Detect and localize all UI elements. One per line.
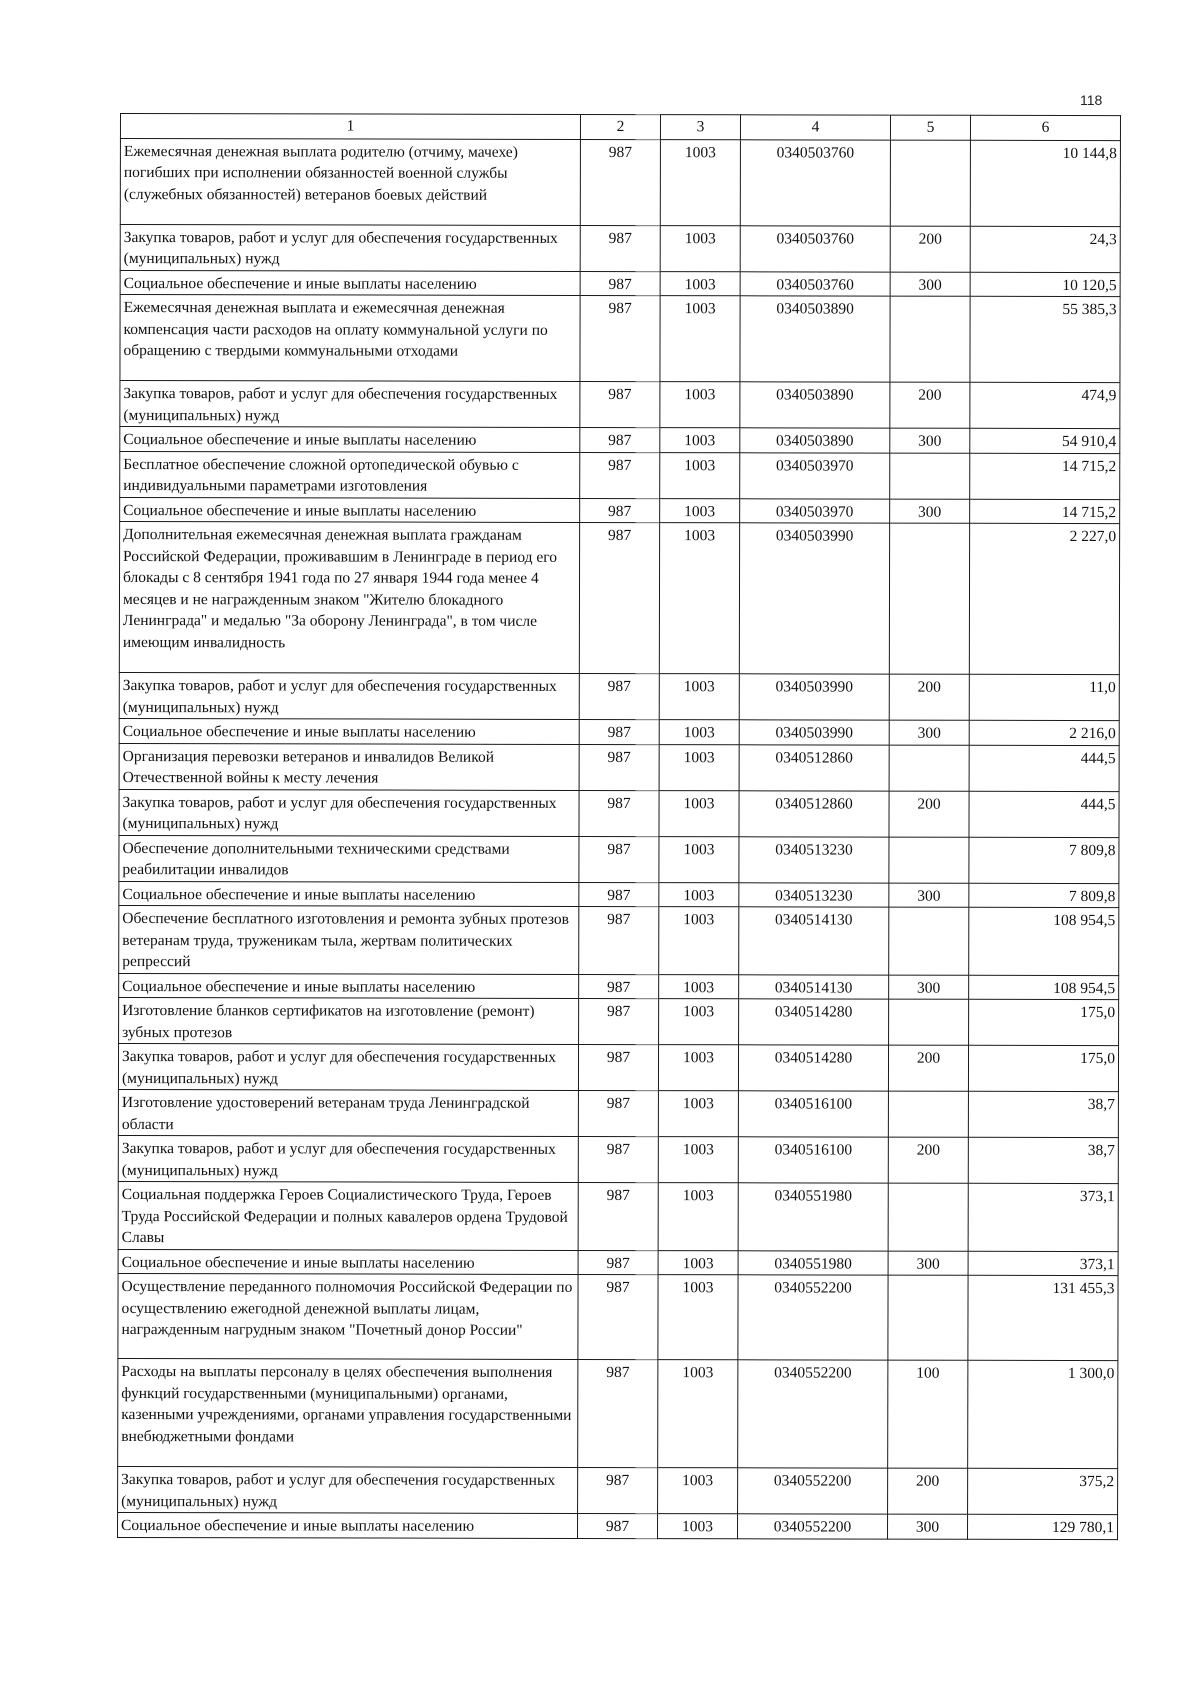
cell-section-code: 1003	[658, 1468, 738, 1514]
cell-expense-type	[889, 745, 969, 791]
table-row	[119, 789, 1119, 837]
table-row	[119, 835, 1119, 883]
cell-admin-code: 987	[580, 381, 660, 427]
cell-target-article: 0340503990	[739, 674, 889, 720]
cell-target-article: 0340513230	[739, 836, 889, 882]
table-row	[120, 427, 1120, 454]
table-row	[118, 1358, 1118, 1468]
cell-section-code: 1003	[659, 974, 739, 999]
cell-expense-type	[889, 999, 969, 1045]
cell-section-code: 1003	[658, 1514, 738, 1539]
table-row	[120, 497, 1120, 524]
cell-admin-code: 987	[578, 1044, 658, 1090]
header-col-2: 2	[580, 114, 660, 139]
cell-amount: 1 300,0	[968, 1360, 1118, 1468]
cell-description: Закупка товаров, работ и услуг для обеспечения государственных (муниципальных) нужд	[118, 1135, 578, 1182]
cell-target-article: 0340503890	[740, 382, 890, 428]
table-row	[119, 997, 1119, 1045]
cell-expense-type: 300	[889, 883, 969, 908]
cell-target-article: 0340551980	[738, 1250, 888, 1275]
cell-section-code: 1003	[659, 790, 739, 836]
table-row	[119, 881, 1119, 908]
cell-admin-code: 987	[580, 498, 660, 523]
cell-target-article: 0340516100	[738, 1091, 888, 1137]
cell-description: Социальное обеспечение и иные выплаты населению	[120, 270, 580, 295]
cell-description: Осуществление переданного полномочия Российской Федерации по осуществлению ежегодной денежной выплаты лицам, награжденным нагрудным знаком "Почетный донор России"	[118, 1273, 578, 1359]
cell-section-code: 1003	[658, 1183, 738, 1251]
cell-description: Бесплатное обеспечение сложной ортопедической обувью с индивидуальными параметрами изготовления	[120, 451, 580, 498]
cell-expense-type: 300	[889, 720, 969, 745]
table-row	[119, 743, 1119, 791]
cell-expense-type	[890, 296, 970, 382]
cell-target-article: 0340503890	[740, 296, 890, 382]
table-row	[120, 381, 1120, 429]
cell-expense-type: 100	[888, 1360, 968, 1468]
cell-admin-code: 987	[580, 295, 660, 381]
cell-description: Закупка товаров, работ и услуг для обеспечения государственных (муниципальных) нужд	[120, 224, 580, 271]
cell-description: Организация перевозки ветеранов и инвалидов Великой Отечественной войны к месту лечения	[119, 743, 579, 790]
cell-admin-code: 987	[579, 744, 659, 790]
cell-admin-code: 987	[578, 1467, 658, 1513]
cell-admin-code: 987	[580, 452, 660, 498]
header-row	[120, 114, 1120, 141]
cell-amount: 444,5	[969, 791, 1119, 837]
cell-admin-code: 987	[578, 1513, 658, 1538]
cell-amount: 14 715,2	[970, 453, 1120, 499]
cell-target-article: 0340551980	[738, 1183, 888, 1251]
cell-description: Закупка товаров, работ и услуг для обеспечения государственных (муниципальных) нужд	[120, 381, 580, 428]
cell-section-code: 1003	[660, 382, 740, 428]
cell-target-article: 0340552200	[738, 1360, 888, 1468]
cell-admin-code: 987	[580, 271, 660, 296]
cell-expense-type	[890, 140, 970, 226]
cell-amount: 7 809,8	[969, 883, 1119, 908]
cell-target-article: 0340503760	[740, 271, 890, 296]
cell-expense-type: 200	[889, 791, 969, 837]
cell-description: Расходы на выплаты персоналу в целях обеспечения выполнения функций государственными (муниципальными) органами, казенными учреждениями, органами управления государственными внебюджетными фондами	[118, 1358, 578, 1467]
table-row	[120, 224, 1120, 272]
cell-admin-code: 987	[579, 790, 659, 836]
cell-amount: 108 954,5	[969, 907, 1119, 975]
cell-target-article: 0340514280	[739, 999, 889, 1045]
table-row	[118, 1512, 1118, 1539]
cell-target-article: 0340503760	[740, 225, 890, 271]
cell-section-code: 1003	[659, 720, 739, 745]
cell-description: Обеспечение бесплатного изготовления и ремонта зубных протезов ветеранам труда, труженикам тыла, жертвам политических репрессий	[119, 905, 579, 973]
cell-target-article: 0340552200	[738, 1275, 888, 1360]
cell-admin-code: 987	[579, 882, 659, 907]
cell-amount: 474,9	[970, 382, 1120, 428]
header-col-4: 4	[740, 115, 890, 140]
cell-description: Социальное обеспечение и иные выплаты населению	[119, 881, 579, 906]
cell-target-article: 0340503990	[739, 523, 889, 674]
table-row	[120, 138, 1120, 226]
cell-description: Закупка товаров, работ и услуг для обеспечения государственных (муниципальных) нужд	[119, 672, 579, 719]
cell-target-article: 0340513230	[739, 882, 889, 907]
cell-section-code: 1003	[660, 139, 740, 225]
cell-section-code: 1003	[660, 271, 740, 296]
cell-expense-type	[888, 1183, 968, 1251]
table-row	[118, 1466, 1118, 1514]
cell-section-code: 1003	[659, 882, 739, 907]
cell-target-article: 0340514130	[739, 974, 889, 999]
cell-section-code: 1003	[658, 1275, 738, 1360]
cell-description: Закупка товаров, работ и услуг для обеспечения государственных (муниципальных) нужд	[118, 1043, 578, 1090]
cell-expense-type: 300	[890, 272, 970, 297]
cell-expense-type: 200	[890, 226, 970, 272]
cell-target-article: 0340503760	[740, 139, 890, 225]
table-row	[120, 270, 1120, 297]
cell-description: Ежемесячная денежная выплата и ежемесячная денежная компенсация части расходов на оплату коммунальной услуги по обращению с твердыми коммунальными отходами	[120, 295, 580, 382]
cell-admin-code: 987	[578, 1250, 658, 1275]
cell-expense-type	[888, 1275, 968, 1360]
cell-target-article: 0340512860	[739, 744, 889, 790]
cell-amount: 373,1	[968, 1251, 1118, 1276]
table-row	[118, 1181, 1118, 1251]
cell-description: Социальное обеспечение и иные выплаты населению	[118, 1512, 578, 1537]
cell-expense-type: 300	[889, 975, 969, 1000]
table-body	[118, 138, 1121, 1539]
cell-expense-type: 300	[890, 428, 970, 453]
cell-section-code: 1003	[658, 1360, 738, 1468]
cell-section-code: 1003	[658, 1045, 738, 1091]
cell-section-code: 1003	[660, 452, 740, 498]
cell-description: Социальное обеспечение и иные выплаты населению	[119, 973, 579, 998]
cell-amount: 108 954,5	[969, 975, 1119, 1000]
cell-admin-code: 987	[579, 719, 659, 744]
cell-expense-type	[889, 523, 969, 674]
table-row	[120, 451, 1120, 499]
cell-expense-type: 200	[890, 382, 970, 428]
header-col-6: 6	[970, 115, 1120, 140]
cell-section-code: 1003	[659, 523, 739, 674]
cell-section-code: 1003	[659, 744, 739, 790]
cell-admin-code: 987	[580, 225, 660, 271]
table-row	[118, 1249, 1118, 1276]
cell-admin-code: 987	[579, 906, 659, 974]
cell-target-article: 0340503990	[739, 720, 889, 745]
cell-expense-type: 300	[888, 1251, 968, 1276]
cell-amount: 7 809,8	[969, 837, 1119, 883]
table-header	[120, 114, 1120, 141]
header-col-1: 1	[120, 114, 580, 139]
cell-expense-type: 300	[888, 1514, 968, 1539]
cell-amount: 2 227,0	[969, 523, 1119, 674]
table-row	[118, 1043, 1118, 1091]
cell-amount: 175,0	[969, 999, 1119, 1045]
table-row	[118, 1135, 1118, 1183]
cell-section-code: 1003	[658, 1091, 738, 1137]
cell-description: Социальная поддержка Героев Социалистического Труда, Героев Труда Российской Федерации и полных кавалеров ордена Трудовой Славы	[118, 1181, 578, 1249]
cell-description: Закупка товаров, работ и услуг для обеспечения государственных (муниципальных) нужд	[119, 789, 579, 836]
cell-section-code: 1003	[659, 836, 739, 882]
table-row	[119, 718, 1119, 745]
cell-admin-code: 987	[580, 139, 660, 225]
table-row	[118, 1273, 1118, 1360]
cell-amount: 375,2	[968, 1468, 1118, 1514]
cell-expense-type	[889, 837, 969, 883]
cell-amount: 175,0	[968, 1045, 1118, 1091]
cell-section-code: 1003	[659, 999, 739, 1045]
cell-admin-code: 987	[579, 522, 659, 673]
cell-expense-type	[890, 453, 970, 499]
cell-amount: 14 715,2	[970, 499, 1120, 524]
cell-target-article: 0340514130	[739, 907, 889, 975]
header-col-5: 5	[890, 115, 970, 140]
cell-description: Социальное обеспечение и иные выплаты населению	[118, 1249, 578, 1274]
page-number: 118	[1080, 92, 1103, 108]
cell-section-code: 1003	[659, 674, 739, 720]
cell-admin-code: 987	[579, 673, 659, 719]
cell-amount: 11,0	[969, 674, 1119, 720]
cell-section-code: 1003	[660, 498, 740, 523]
cell-admin-code: 987	[579, 836, 659, 882]
cell-description: Закупка товаров, работ и услуг для обеспечения государственных (муниципальных) нужд	[118, 1466, 578, 1513]
cell-amount: 2 216,0	[969, 720, 1119, 745]
cell-amount: 10 120,5	[970, 272, 1120, 297]
cell-expense-type: 200	[889, 674, 969, 720]
cell-amount: 54 910,4	[970, 428, 1120, 453]
cell-expense-type: 200	[888, 1137, 968, 1183]
table-row	[119, 672, 1119, 720]
table-row	[119, 905, 1119, 975]
cell-description: Социальное обеспечение и иные выплаты населению	[120, 427, 580, 452]
table-row	[119, 522, 1119, 675]
cell-amount: 10 144,8	[970, 140, 1120, 226]
cell-target-article: 0340552200	[738, 1514, 888, 1539]
cell-amount: 131 455,3	[968, 1275, 1118, 1360]
cell-target-article: 0340514280	[738, 1045, 888, 1091]
cell-expense-type: 200	[888, 1045, 968, 1091]
cell-amount: 38,7	[968, 1091, 1118, 1137]
cell-admin-code: 987	[579, 998, 659, 1044]
cell-target-article: 0340503970	[740, 452, 890, 498]
cell-target-article: 0340516100	[738, 1137, 888, 1183]
cell-admin-code: 987	[578, 1359, 658, 1467]
cell-section-code: 1003	[660, 296, 740, 382]
budget-table	[117, 113, 1121, 1540]
table-row	[118, 1089, 1118, 1137]
cell-expense-type	[888, 1091, 968, 1137]
cell-expense-type: 200	[888, 1468, 968, 1514]
header-col-3: 3	[660, 115, 740, 140]
cell-admin-code: 987	[579, 974, 659, 999]
cell-admin-code: 987	[578, 1182, 658, 1250]
cell-target-article: 0340503890	[740, 428, 890, 453]
cell-admin-code: 987	[578, 1136, 658, 1182]
cell-admin-code: 987	[580, 427, 660, 452]
cell-target-article: 0340512860	[739, 790, 889, 836]
cell-expense-type: 300	[890, 499, 970, 524]
cell-description: Социальное обеспечение и иные выплаты населению	[120, 497, 580, 522]
cell-section-code: 1003	[660, 225, 740, 271]
cell-description: Дополнительная ежемесячная денежная выплата гражданам Российской Федерации, проживавшим в Ленинграде в период его блокады с 8 сентября 1941 года по 27 января 1944 года менее 4 месяцев и не награжденным знаком "Жителю блокадного Ленинграда" и медалью "За оборону Ленинграда", в том числе имеющим инвалидность	[119, 522, 579, 674]
cell-admin-code: 987	[578, 1274, 658, 1359]
cell-description: Социальное обеспечение и иные выплаты населению	[119, 718, 579, 743]
cell-amount: 129 780,1	[968, 1514, 1118, 1539]
table-row	[119, 973, 1119, 1000]
cell-section-code: 1003	[658, 1137, 738, 1183]
cell-section-code: 1003	[658, 1250, 738, 1275]
cell-description: Обеспечение дополнительными техническими средствами реабилитации инвалидов	[119, 835, 579, 882]
table-row	[120, 295, 1120, 383]
cell-amount: 24,3	[970, 226, 1120, 272]
cell-amount: 373,1	[968, 1183, 1118, 1251]
cell-description: Ежемесячная денежная выплата родителю (отчиму, мачехе) погибших при исполнении обязанностей военной службы (служебных обязанностей) ветеранов боевых действий	[120, 138, 580, 225]
cell-target-article: 0340503970	[740, 498, 890, 523]
cell-amount: 444,5	[969, 745, 1119, 791]
cell-expense-type	[889, 907, 969, 975]
cell-amount: 38,7	[968, 1137, 1118, 1183]
cell-description: Изготовление бланков сертификатов на изготовление (ремонт) зубных протезов	[119, 997, 579, 1044]
cell-amount: 55 385,3	[970, 296, 1120, 382]
cell-admin-code: 987	[578, 1090, 658, 1136]
cell-description: Изготовление удостоверений ветеранам труда Ленинградской области	[118, 1089, 578, 1136]
cell-section-code: 1003	[659, 907, 739, 975]
cell-target-article: 0340552200	[738, 1468, 888, 1514]
cell-section-code: 1003	[660, 428, 740, 453]
